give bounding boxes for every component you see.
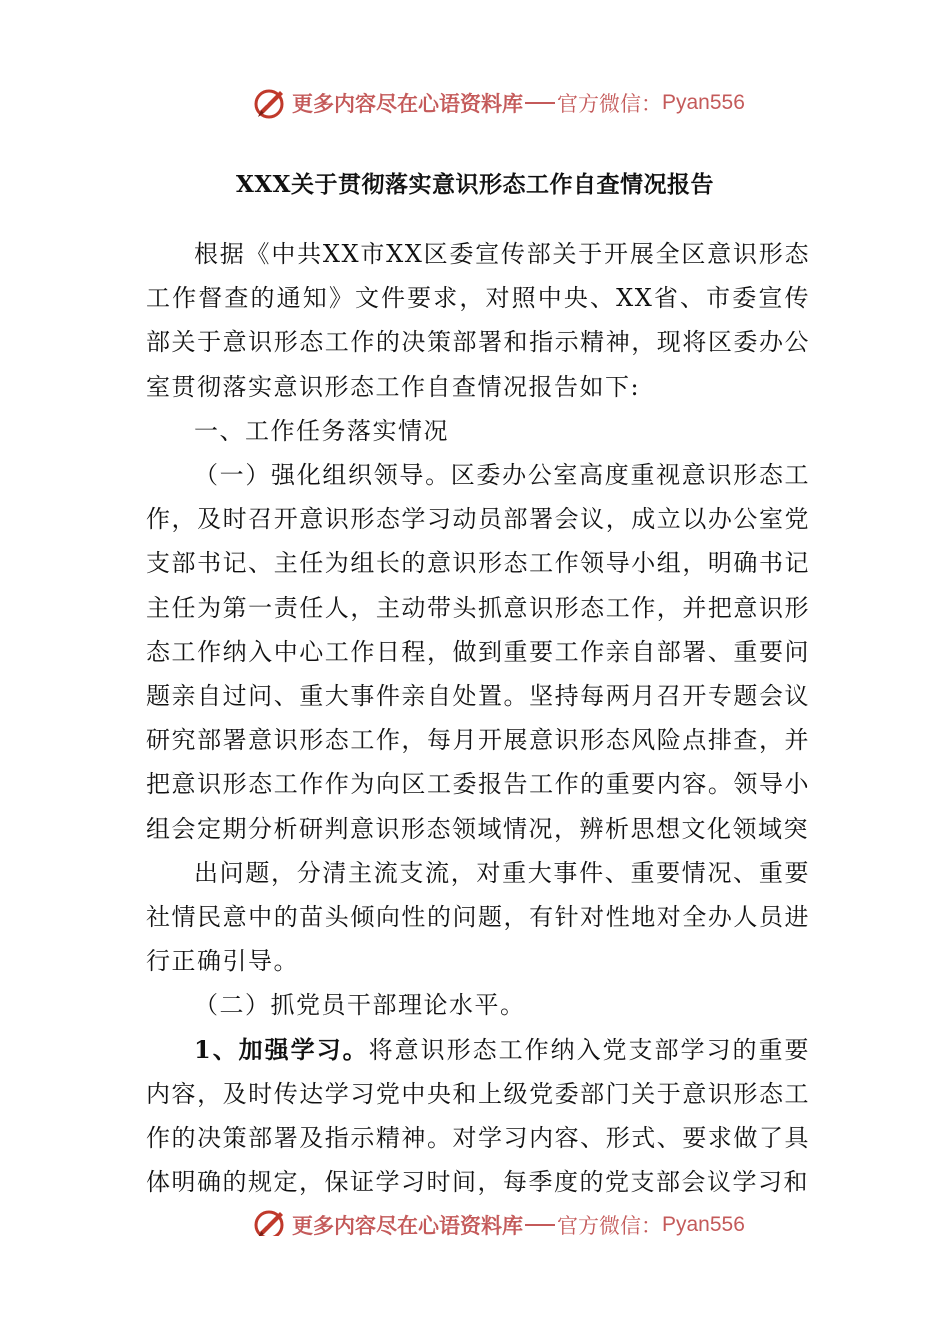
watermark-site-text: 更多内容尽在心语资料库 <box>292 1213 523 1236</box>
watermark-site-text: 更多内容尽在心语资料库 <box>292 91 523 116</box>
watermark-wechat-id: Pyan556 <box>662 1213 745 1236</box>
subsection-heading: （二）抓党员干部理论水平。 <box>194 991 526 1020</box>
paragraph-organization: （一）强化组织领导。区委办公室高度重视意识形态工作，及时召开意识形态学习动员部署会议，成立以办公室党支部书记、主任为组长的意识形态工作领导小组，明确书记主任为第一责任人，主动带头抓意识形态工作，并把意识形态工作纳入中心工作日程，做到重要工作亲自部署、重要问题亲自过问、重大事件亲自处置。坚持每两月召开专题会议研究部署意识形态工作，每月开展意识形态风险点排查，并把意识形态工作作为向区工委报告工作的重要内容。领导小组会定期分析研判意识形态领域情况，辨析思想文化领域突 <box>146 461 810 843</box>
watermark-wechat-label: 官方微信： <box>557 1214 662 1236</box>
paragraph-study <box>146 1028 810 1205</box>
quill-logo-icon <box>252 1206 288 1236</box>
watermark-dash <box>525 102 555 104</box>
watermark-wechat-label: 官方微信： <box>557 92 662 116</box>
paragraph-organization-cont: 出问题，分清主流支流，对重大事件、重要情况、重要社情民意中的苗头倾向性的问题，有针对性地对全办人员进行正确引导。 <box>146 858 810 976</box>
study-lead: 1、加强学习。 <box>194 1034 369 1064</box>
footer-watermark <box>252 1206 745 1236</box>
watermark-wechat-id: Pyan556 <box>662 91 745 114</box>
quill-logo-icon <box>252 85 288 121</box>
section-heading: 一、工作任务落实情况 <box>194 416 449 445</box>
document-body <box>146 232 810 1204</box>
watermark-dash <box>525 1224 555 1226</box>
header-watermark <box>252 83 745 123</box>
study-body: 将意识形态工作纳入党支部学习的重要内容，及时传达学习党中央和上级党委部门关于意识形态工作的决策部署及指示精神。对学习内容、形式、要求做了具体明确的规定，保证学习时间，每季度的党支部会议学习和 <box>146 1035 810 1197</box>
intro-paragraph: 根据《中共XX市XX区委宣传部关于开展全区意识形态工作督查的通知》文件要求，对照中央、XX省、市委宣传部关于意识形态工作的决策部署和指示精神，现将区委办公室贯彻落实意识形态工作自查情况报告如下: <box>146 240 810 401</box>
document-title: XXX关于贯彻落实意识形态工作自查情况报告 <box>235 171 715 198</box>
